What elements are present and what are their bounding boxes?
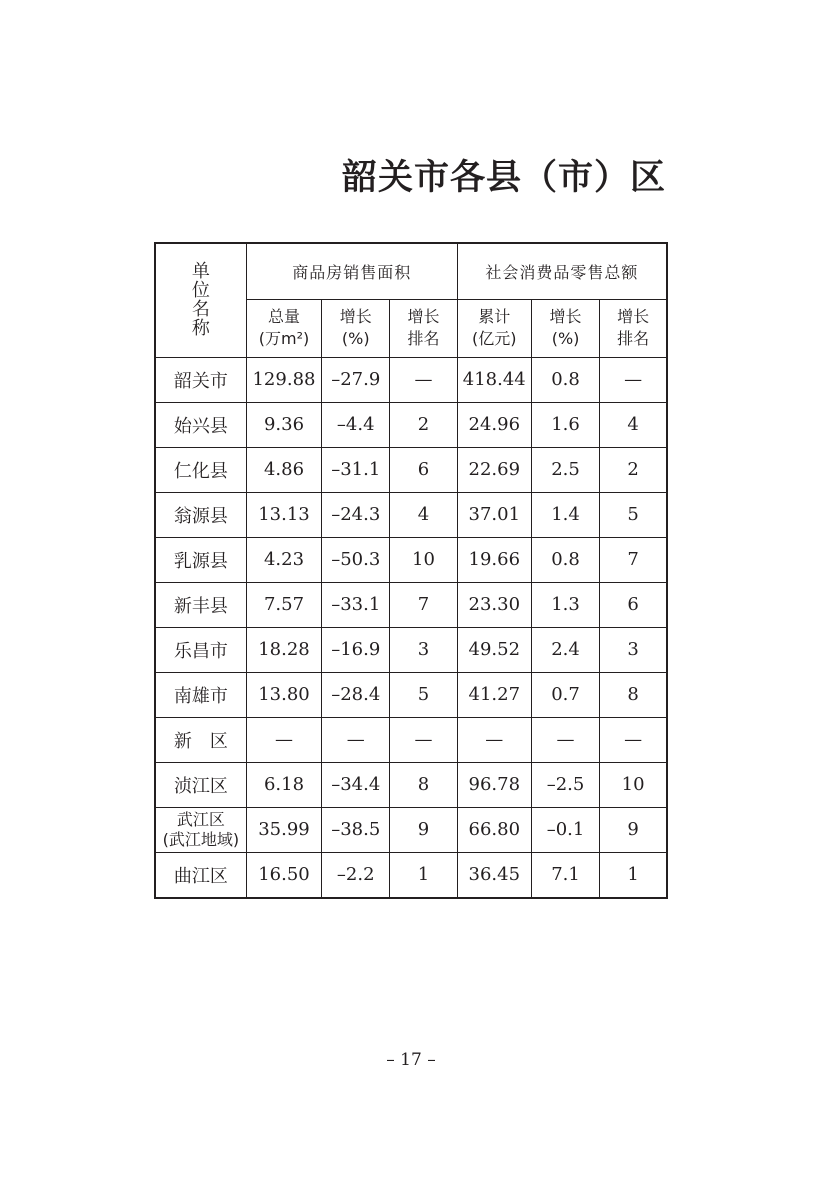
statistics-table xyxy=(154,242,668,899)
table-row xyxy=(155,717,667,762)
table-row xyxy=(155,582,667,627)
unit-name-header: 单 位 名 称 xyxy=(155,243,246,357)
table-row xyxy=(155,762,667,807)
retail-rank: 6 xyxy=(600,582,667,627)
area-growth: –2.2 xyxy=(322,852,390,898)
area-total: 4.23 xyxy=(246,537,321,582)
retail-growth: 1.3 xyxy=(531,582,599,627)
area-growth: –16.9 xyxy=(322,627,390,672)
retail-growth: 1.6 xyxy=(531,402,599,447)
row-name: 翁源县 xyxy=(155,492,246,537)
row-name: 新 区 xyxy=(155,717,246,762)
area-rank: — xyxy=(390,717,457,762)
area-rank: 6 xyxy=(390,447,457,492)
area-total: 35.99 xyxy=(246,807,321,852)
subheader-retail-growth: 增长 (%) xyxy=(531,299,599,357)
table-row xyxy=(155,447,667,492)
area-rank: 9 xyxy=(390,807,457,852)
area-total: 4.86 xyxy=(246,447,321,492)
table-row xyxy=(155,852,667,898)
retail-growth: 0.8 xyxy=(531,357,599,402)
area-rank: 2 xyxy=(390,402,457,447)
retail-total: 418.44 xyxy=(457,357,531,402)
housing-sales-area-header: 商品房销售面积 xyxy=(246,243,457,299)
area-total: 18.28 xyxy=(246,627,321,672)
area-rank: — xyxy=(390,357,457,402)
retail-growth: 1.4 xyxy=(531,492,599,537)
area-total: 13.80 xyxy=(246,672,321,717)
area-total: 6.18 xyxy=(246,762,321,807)
retail-total: 22.69 xyxy=(457,447,531,492)
area-total: 129.88 xyxy=(246,357,321,402)
retail-rank: 2 xyxy=(600,447,667,492)
area-total: — xyxy=(246,717,321,762)
retail-rank: — xyxy=(600,717,667,762)
area-rank: 3 xyxy=(390,627,457,672)
retail-total: 41.27 xyxy=(457,672,531,717)
table-row xyxy=(155,492,667,537)
page-number: – 17 – xyxy=(386,1050,436,1070)
area-growth: –31.1 xyxy=(322,447,390,492)
retail-sales-header: 社会消费品零售总额 xyxy=(457,243,667,299)
area-total: 9.36 xyxy=(246,402,321,447)
area-growth: –34.4 xyxy=(322,762,390,807)
area-growth: –50.3 xyxy=(322,537,390,582)
area-growth: — xyxy=(322,717,390,762)
subheader-retail-total: 累计 (亿元) xyxy=(457,299,531,357)
subheader-area-total: 总量 (万m²) xyxy=(246,299,321,357)
row-name: 乳源县 xyxy=(155,537,246,582)
row-name: 始兴县 xyxy=(155,402,246,447)
row-name: 南雄市 xyxy=(155,672,246,717)
retail-total: 23.30 xyxy=(457,582,531,627)
retail-total: 36.45 xyxy=(457,852,531,898)
area-growth: –4.4 xyxy=(322,402,390,447)
retail-growth: 2.5 xyxy=(531,447,599,492)
retail-growth: 2.4 xyxy=(531,627,599,672)
row-name: 仁化县 xyxy=(155,447,246,492)
area-growth: –24.3 xyxy=(322,492,390,537)
area-rank: 7 xyxy=(390,582,457,627)
area-total: 16.50 xyxy=(246,852,321,898)
retail-growth: 0.8 xyxy=(531,537,599,582)
retail-total: 19.66 xyxy=(457,537,531,582)
retail-total: — xyxy=(457,717,531,762)
retail-rank: 8 xyxy=(600,672,667,717)
subheader-retail-rank: 增长 排名 xyxy=(600,299,667,357)
table-row xyxy=(155,402,667,447)
retail-rank: — xyxy=(600,357,667,402)
area-rank: 4 xyxy=(390,492,457,537)
page-title: 韶关市各县（市）区 xyxy=(341,157,666,198)
row-name: 韶关市 xyxy=(155,357,246,402)
subheader-area-growth: 增长 (%) xyxy=(322,299,390,357)
retail-total: 96.78 xyxy=(457,762,531,807)
table-row xyxy=(155,672,667,717)
table-row xyxy=(155,357,667,402)
area-growth: –28.4 xyxy=(322,672,390,717)
area-rank: 1 xyxy=(390,852,457,898)
retail-rank: 7 xyxy=(600,537,667,582)
retail-rank: 5 xyxy=(600,492,667,537)
retail-total: 37.01 xyxy=(457,492,531,537)
row-name: 浈江区 xyxy=(155,762,246,807)
retail-total: 66.80 xyxy=(457,807,531,852)
area-growth: –38.5 xyxy=(322,807,390,852)
retail-total: 24.96 xyxy=(457,402,531,447)
area-rank: 5 xyxy=(390,672,457,717)
retail-rank: 10 xyxy=(600,762,667,807)
table-row xyxy=(155,537,667,582)
retail-growth: –0.1 xyxy=(531,807,599,852)
area-growth: –27.9 xyxy=(322,357,390,402)
retail-growth: –2.5 xyxy=(531,762,599,807)
area-total: 13.13 xyxy=(246,492,321,537)
retail-rank: 3 xyxy=(600,627,667,672)
row-name: 乐昌市 xyxy=(155,627,246,672)
row-name: 新丰县 xyxy=(155,582,246,627)
retail-rank: 1 xyxy=(600,852,667,898)
retail-total: 49.52 xyxy=(457,627,531,672)
area-rank: 8 xyxy=(390,762,457,807)
area-rank: 10 xyxy=(390,537,457,582)
table-row xyxy=(155,627,667,672)
retail-rank: 9 xyxy=(600,807,667,852)
row-name: 曲江区 xyxy=(155,852,246,898)
area-total: 7.57 xyxy=(246,582,321,627)
area-growth: –33.1 xyxy=(322,582,390,627)
retail-growth: — xyxy=(531,717,599,762)
table-row xyxy=(155,807,667,852)
retail-rank: 4 xyxy=(600,402,667,447)
retail-growth: 0.7 xyxy=(531,672,599,717)
retail-growth: 7.1 xyxy=(531,852,599,898)
row-name: 武江区 (武江地域) xyxy=(155,807,246,852)
subheader-area-rank: 增长 排名 xyxy=(390,299,457,357)
